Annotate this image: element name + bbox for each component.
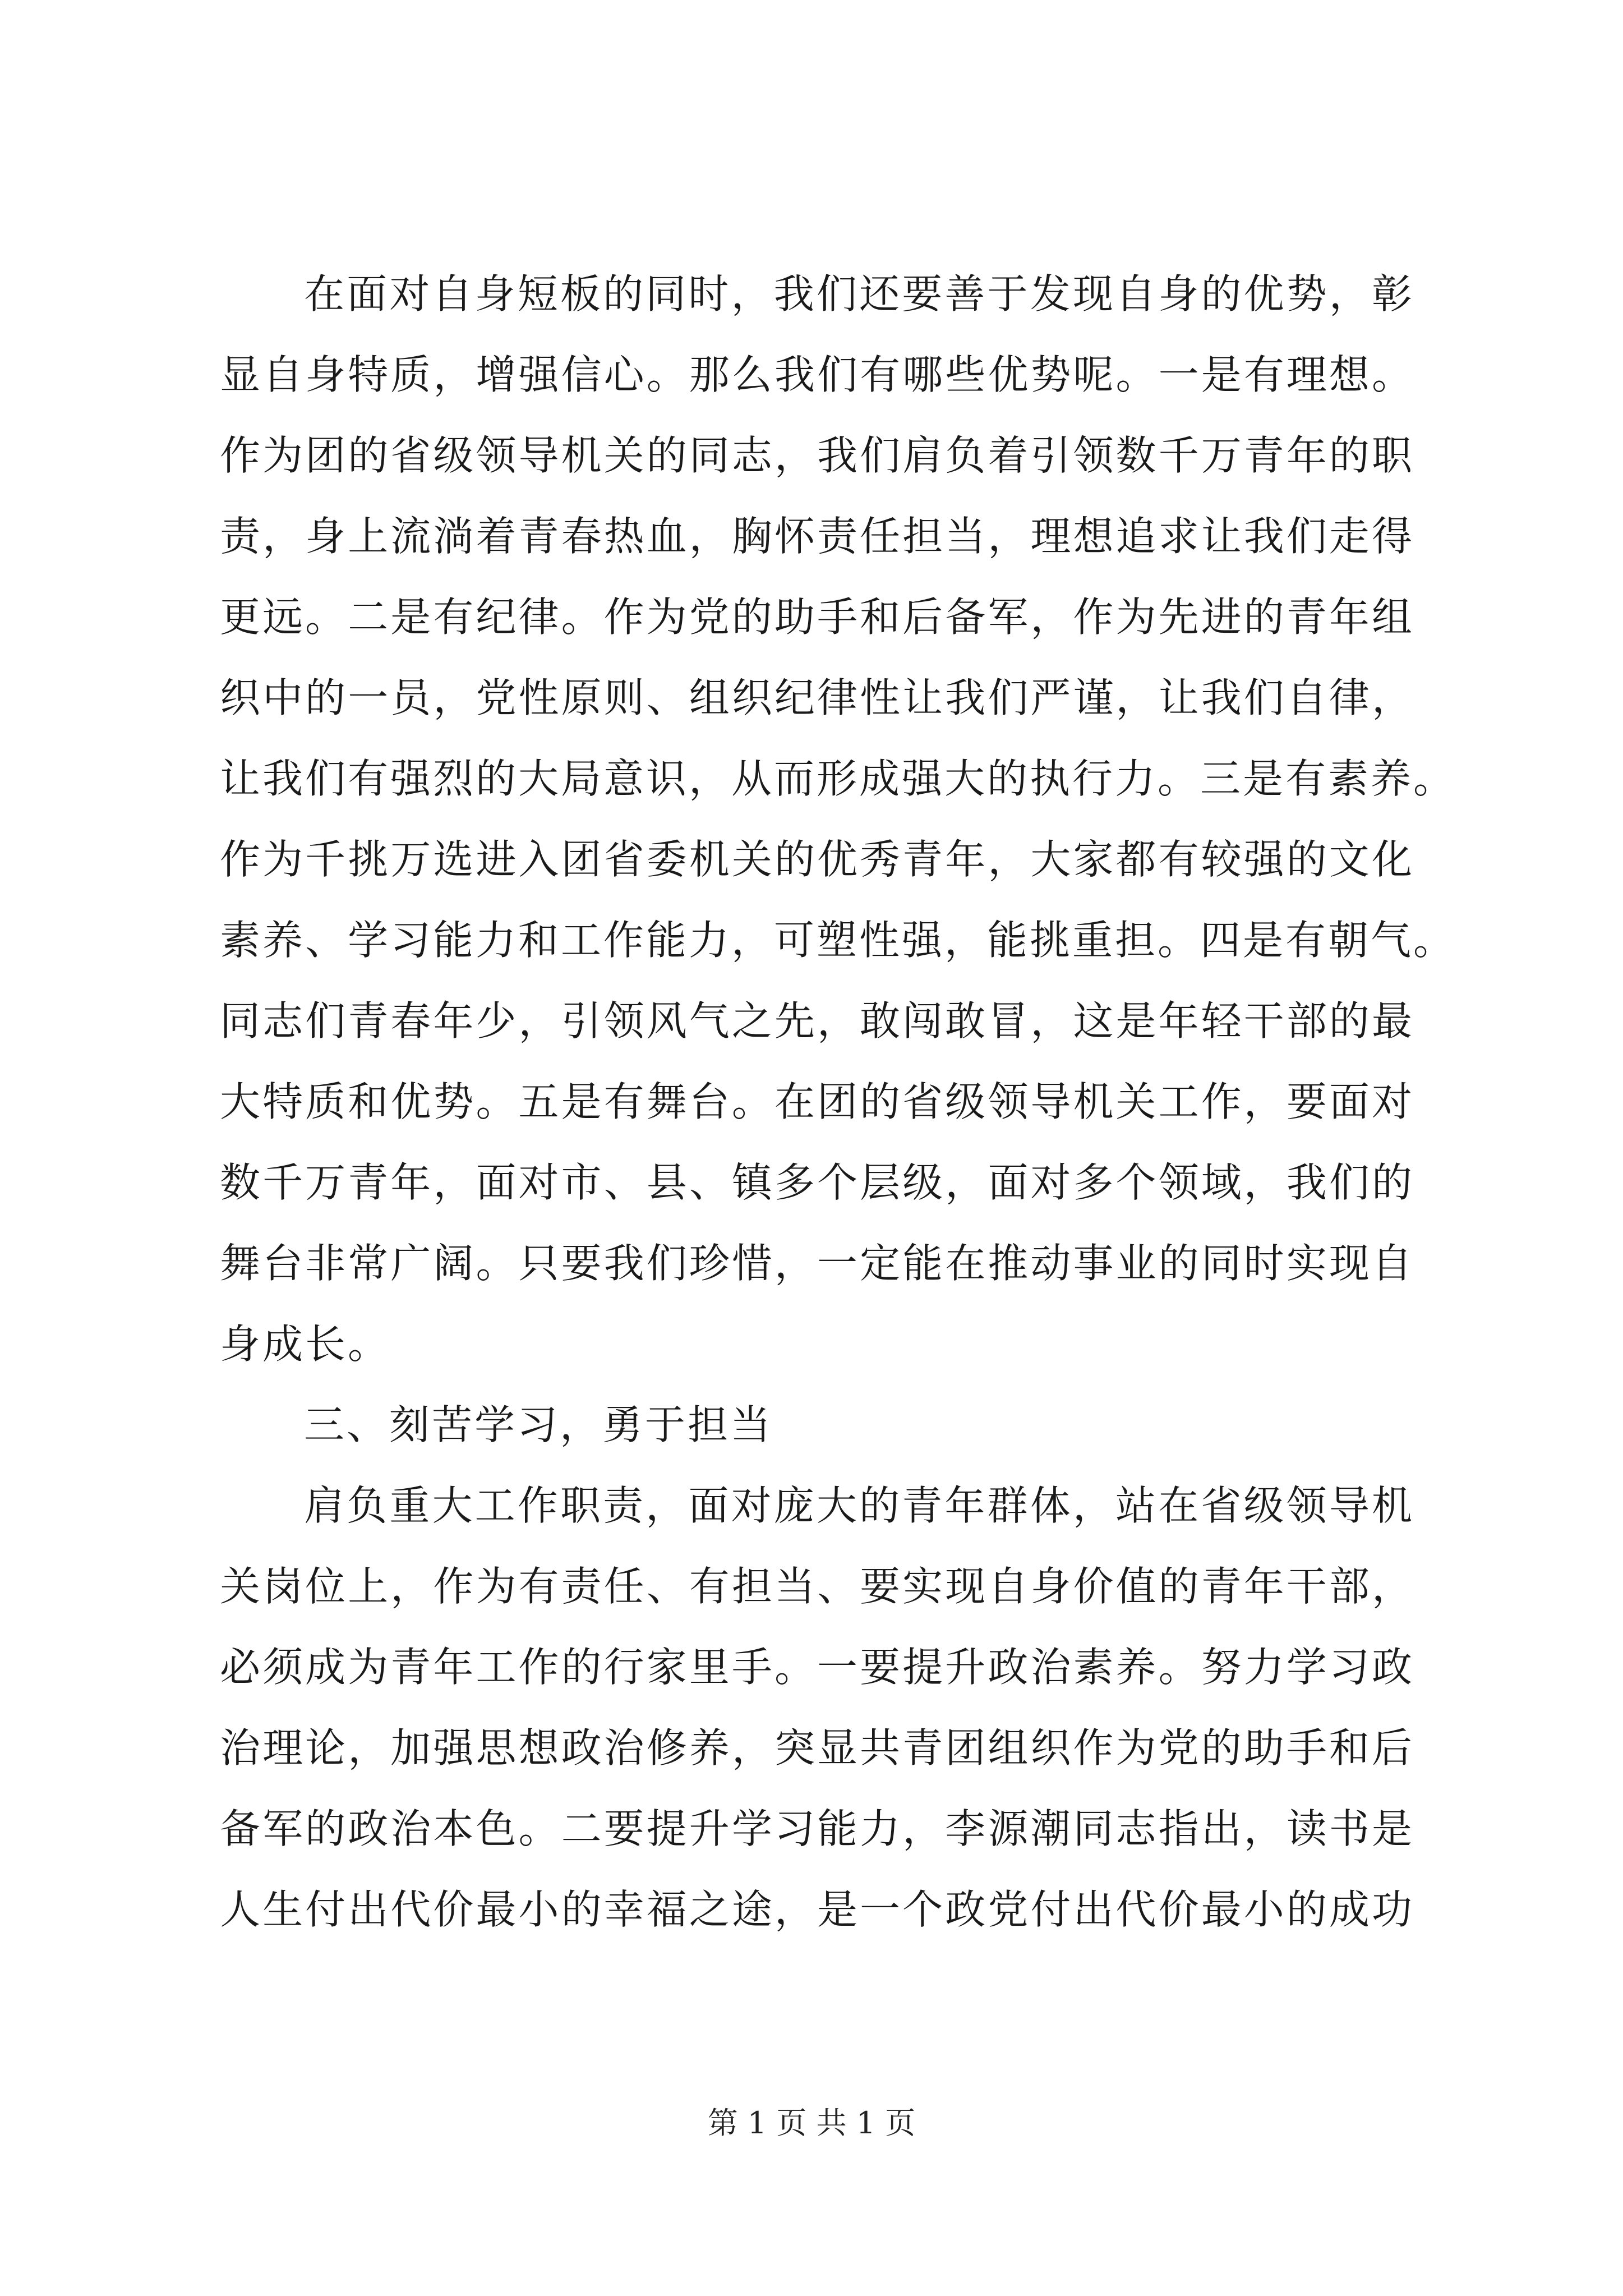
paragraph-line: 数千万青年，面对市、县、镇多个层级，面对多个领域，我们的 <box>220 1159 1414 1206</box>
paragraph-line: 同志们青春年少，引领风气之先，敢闯敢冒，这是年轻干部的最 <box>220 997 1414 1045</box>
paragraph-line: 织中的一员，党性原则、组织纪律性让我们严谨，让我们自律， <box>220 674 1414 721</box>
page-number-label: 第 1 页 共 1 页 <box>707 2105 916 2141</box>
paragraph-line: 更远。二是有纪律。作为党的助手和后备军，作为先进的青年组 <box>220 593 1414 641</box>
paragraph-line: 治理论，加强思想政治修养，突显共青团组织作为党的助手和后 <box>220 1724 1414 1772</box>
paragraph-line: 让我们有强烈的大局意识，从而形成强大的执行力。三是有素养。 <box>220 755 1456 802</box>
paragraph-line: 显自身特质，增强信心。那么我们有哪些优势呢。一是有理想。 <box>220 351 1414 398</box>
paragraph-line: 素养、学习能力和工作能力，可塑性强，能挑重担。四是有朝气。 <box>220 917 1456 964</box>
paragraph-line: 身成长。 <box>220 1320 391 1368</box>
document-body <box>220 254 1456 1950</box>
paragraph-line: 关岗位上，作为有责任、有担当、要实现自身价值的青年干部， <box>220 1563 1414 1610</box>
paragraph-line: 备军的政治本色。二要提升学习能力，李源潮同志指出，读书是 <box>220 1805 1414 1852</box>
paragraph-line: 在面对自身短板的同时，我们还要善于发现自身的优势，彰 <box>304 270 1414 318</box>
section-heading: 三、刻苦学习，勇于担当 <box>304 1401 773 1448</box>
page-footer <box>0 2104 1623 2143</box>
paragraph-line: 大特质和优势。五是有舞台。在团的省级领导机关工作，要面对 <box>220 1078 1414 1125</box>
paragraph-line: 作为千挑万选进入团省委机关的优秀青年，大家都有较强的文化 <box>220 836 1414 883</box>
paragraph-line: 肩负重大工作职责，面对庞大的青年群体，站在省级领导机 <box>304 1482 1414 1529</box>
paragraph-line: 责，身上流淌着青春热血，胸怀责任担当，理想追求让我们走得 <box>220 513 1414 560</box>
paragraph-line: 舞台非常广阔。只要我们珍惜，一定能在推动事业的同时实现自 <box>220 1240 1414 1287</box>
paragraph-line: 作为团的省级领导机关的同志，我们肩负着引领数千万青年的职 <box>220 432 1414 479</box>
paragraph-line: 必须成为青年工作的行家里手。一要提升政治素养。努力学习政 <box>220 1644 1414 1691</box>
paragraph-line: 人生付出代价最小的幸福之途，是一个政党付出代价最小的成功 <box>220 1886 1414 1933</box>
